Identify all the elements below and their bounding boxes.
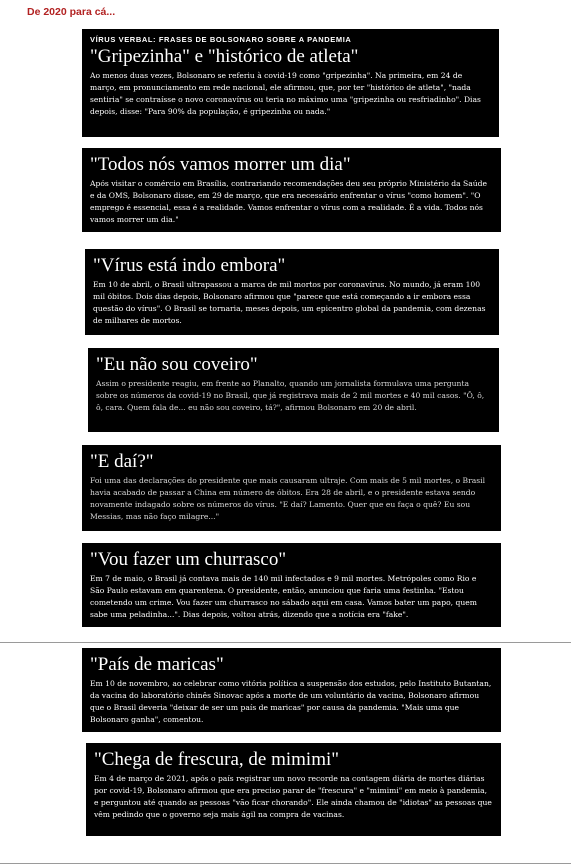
section-kicker: VÍRUS VERBAL: FRASES DE BOLSONARO SOBRE A PANDEMIA bbox=[90, 35, 352, 44]
quote-card-churrasco bbox=[82, 543, 501, 627]
quote-card-morrer bbox=[82, 148, 501, 232]
quote-card-gripezinha bbox=[82, 29, 499, 137]
quote-title: "Todos nós vamos morrer um dia" bbox=[90, 154, 351, 175]
page-heading: De 2020 para cá... bbox=[27, 6, 116, 18]
quote-body: Assim o presidente reagiu, em frente ao Planalto, quando um jornalista formulava uma pergunta sobre os números da covid-19 no Brasil, que já registrava mais de 2 mil mortes e 40 mil casos. "Ô, ô, ô, cara. Quem fala de... eu não sou coveiro, tá?", afirmou Bolsonaro em 20 de abril. bbox=[96, 379, 485, 412]
quote-card-virus-indo-embora bbox=[85, 249, 499, 335]
quote-card-maricas bbox=[82, 648, 501, 732]
section-divider bbox=[0, 642, 571, 643]
quote-body: Foi uma das declarações do presidente que mais causaram ultraje. Com mais de 5 mil mortes, o Brasil havia acabado de passar a China em número de óbitos. Era 28 de abril, e o presidente estava sendo novamente indagado sobre os números do vírus. "E daí? Lamento. Quer que eu faça o quê? Eu sou Messias, mas não faço milagre..." bbox=[90, 476, 486, 521]
quote-title: "Eu não sou coveiro" bbox=[96, 354, 258, 375]
quote-title: "País de maricas" bbox=[90, 654, 224, 675]
quote-body: Em 10 de abril, o Brasil ultrapassou a marca de mil mortos por coronavírus. No mundo, já eram 100 mil óbitos. Dois dias depois, Bolsonaro afirmou que "parece que está começando a ir embora essa questão do vírus". O Brasil se tornaria, meses depois, um epicentro global da pandemia, com dezenas de milhares de mortos. bbox=[93, 280, 486, 325]
section-divider bbox=[0, 863, 571, 864]
quote-title: "Chega de frescura, de mimimi" bbox=[94, 749, 340, 770]
quote-body: Em 10 de novembro, ao celebrar como vitória política a suspensão dos estudos, pelo Instituto Butantan, da vacina do laboratório chinês Sinovac após a morte de um voluntário da vacina, Bolsonaro afirmou que o Brasil deveria "deixar de ser um país de maricas" por causa da pandemia. "Mais uma que Bolsonaro ganha", comentou. bbox=[90, 679, 492, 724]
quote-body: Após visitar o comércio em Brasília, contrariando recomendações deu seu próprio Ministério da Saúde e da OMS, Bolsonaro disse, em 29 de março, que era necessário enfrentar o vírus "como homem". "O emprego é essencial, essa é a realidade. Vamos enfrentar o vírus com a realidade. É a vida. Todos nós vamos morrer um dia." bbox=[90, 179, 487, 224]
quote-title: "E daí?" bbox=[90, 451, 154, 472]
quote-card-coveiro bbox=[88, 348, 499, 432]
quote-body: Em 4 de março de 2021, após o país registrar um novo recorde na contagem diária de mortes diárias por covid-19, Bolsonaro afirmou que era preciso parar de "frescura" e "mimimi" em meio à pandemia, e perguntou até quando as pessoas "vão ficar chorando". Ele ainda chamou de "idiotas" as pessoas que vêm pedindo que o governo seja mais ágil na compra de vacinas. bbox=[94, 774, 492, 819]
quote-body: Ao menos duas vezes, Bolsonaro se referiu à covid-19 como "gripezinha". Na primeira, em 24 de março, em pronunciamento em rede nacional, ele afirmou, que, por ter "histórico de atleta", "nada sentiria" se contraísse o novo coronavírus ou teria no máximo uma "gripezinha ou resfriadinho". Dias depois, disse: "Para 90% da população, é gripezinha ou nada." bbox=[90, 71, 481, 116]
quote-card-e-dai bbox=[82, 445, 501, 531]
quote-title: "Vou fazer um churrasco" bbox=[90, 549, 287, 570]
quote-title: "Vírus está indo embora" bbox=[93, 255, 286, 276]
quote-card-frescura bbox=[86, 743, 501, 836]
quote-body: Em 7 de maio, o Brasil já contava mais de 140 mil infectados e 9 mil mortes. Metrópoles como Rio e São Paulo estavam em quarentena. O presidente, então, anunciou que faria uma festinha. "Estou cometendo um crime. Vou fazer um churrasco no sábado aqui em casa. Vamos bater um papo, quem sabe uma peladinha...". Dias depois, voltou atrás, dizendo que a notícia era "fake". bbox=[90, 574, 477, 619]
quote-title: "Gripezinha" e "histórico de atleta" bbox=[90, 46, 359, 67]
